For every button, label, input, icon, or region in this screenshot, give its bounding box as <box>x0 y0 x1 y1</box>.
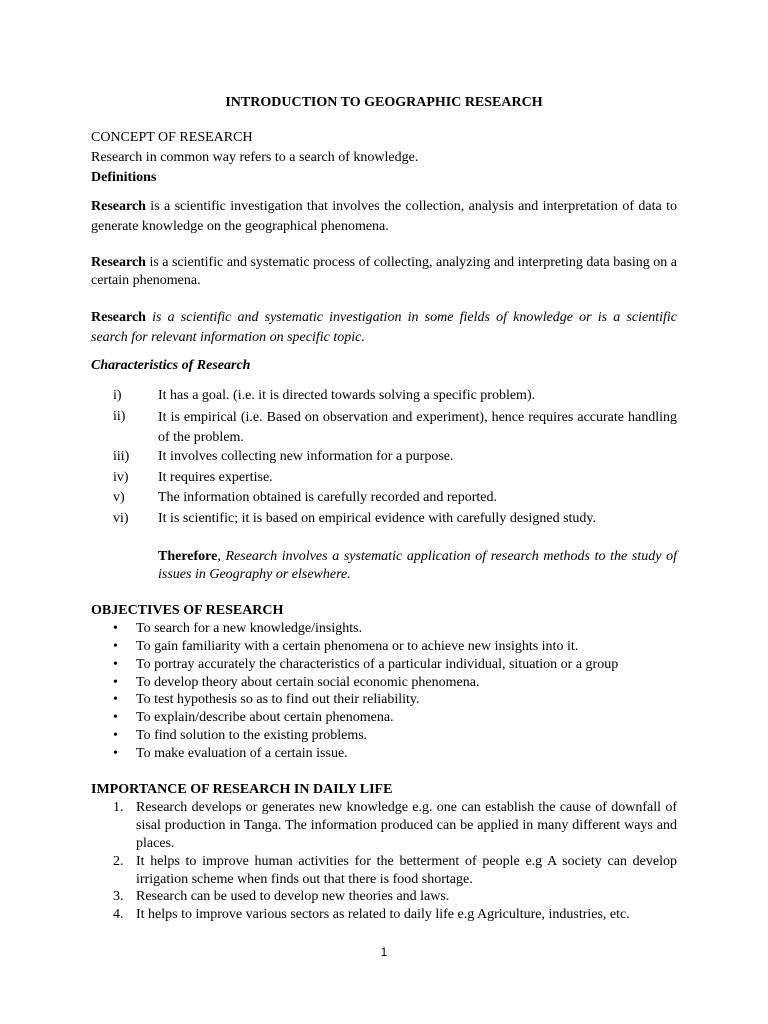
list-text: Research develops or generates new knowledge e.g. one can establish the cause of downfall of sisal production in Tanga. The information produced can be applied in many different ways and places. <box>136 800 677 851</box>
list-number: 2. <box>113 854 124 869</box>
bullet: • <box>113 657 118 672</box>
bullet: • <box>113 710 118 725</box>
list-number: 4. <box>113 907 124 922</box>
objectives-heading: OBJECTIVES OF RESEARCH <box>91 603 284 618</box>
list-text: It helps to improve various sectors as related to daily life e.g Agriculture, industries, etc. <box>136 907 630 922</box>
definition-1 <box>91 197 677 237</box>
list-number: v) <box>113 490 125 505</box>
list-text: It helps to improve human activities for the betterment of people e.g A society can develop irrigation scheme when finds out that there is food shortage. <box>136 854 677 887</box>
list-text: Research can be used to develop new theories and laws. <box>136 889 450 904</box>
list-text: To make evaluation of a certain issue. <box>136 746 348 761</box>
definition-text: is a scientific investigation that involves the collection, analysis and interpretation of data to generate knowledge on the geographical phenomena. <box>91 199 677 234</box>
concept-text: Research in common way refers to a search of knowledge. <box>91 150 419 165</box>
bullet: • <box>113 692 118 707</box>
bullet: • <box>113 728 118 743</box>
characteristics-heading: Characteristics of Research <box>91 358 251 373</box>
list-text: To search for a new knowledge/insights. <box>136 621 363 636</box>
therefore-paragraph <box>158 548 677 584</box>
list-text: To portray accurately the characteristics of a particular individual, situation or a group <box>136 657 619 672</box>
definition-text: is a scientific and systematic process of collecting, analyzing and interpreting data basing on a certain phenomena. <box>91 255 678 288</box>
list-text: To explain/describe about certain phenomena. <box>136 710 394 725</box>
list-number: vi) <box>113 511 129 526</box>
definition-term: Research <box>91 310 146 325</box>
list-text: It is scientific; it is based on empirical evidence with carefully designed study. <box>158 511 597 526</box>
bullet: • <box>113 746 118 761</box>
list-text: To gain familiarity with a certain phenomena or to achieve new insights into it. <box>136 639 579 654</box>
list-text: To develop theory about certain social economic phenomena. <box>136 675 480 690</box>
list-number: iii) <box>113 449 130 464</box>
list-text: It requires expertise. <box>158 470 273 485</box>
list-text: It involves collecting new information for a purpose. <box>158 449 454 464</box>
list-number: 1. <box>113 800 124 815</box>
definition-text: is a scientific and systematic investigation in some fields of knowledge or is a scientific search for relevant information on specific topic. <box>91 310 677 345</box>
list-number: 3. <box>113 889 124 904</box>
list-text: To test hypothesis so as to find out their reliability. <box>136 692 420 707</box>
list-number: ii) <box>113 409 126 424</box>
definition-term: Research <box>91 199 146 214</box>
definition-2 <box>91 254 677 290</box>
page-title: INTRODUCTION TO GEOGRAPHIC RESEARCH <box>225 95 543 110</box>
therefore-text: , Research involves a systematic application of research methods to the study of issues in Geography or elsewhere. <box>158 549 677 582</box>
list-number: iv) <box>113 470 129 485</box>
list-text: The information obtained is carefully recorded and reported. <box>158 490 497 505</box>
bullet: • <box>113 621 118 636</box>
therefore-term: Therefore <box>158 549 218 564</box>
definitions-heading: Definitions <box>91 170 157 185</box>
importance-heading: IMPORTANCE OF RESEARCH IN DAILY LIFE <box>91 782 393 797</box>
list-text: It is empirical (i.e. Based on observation and experiment), hence requires accurate handling of the problem. <box>158 410 677 445</box>
list-number: i) <box>113 388 122 403</box>
definition-3 <box>91 308 677 348</box>
list-text: To find solution to the existing problems. <box>136 728 368 743</box>
concept-heading: CONCEPT OF RESEARCH <box>91 130 253 145</box>
page-number: 1 <box>380 945 388 959</box>
definition-term: Research <box>91 255 146 270</box>
bullet: • <box>113 675 118 690</box>
list-text: It has a goal. (i.e. it is directed towards solving a specific problem). <box>158 388 536 403</box>
bullet: • <box>113 639 118 654</box>
